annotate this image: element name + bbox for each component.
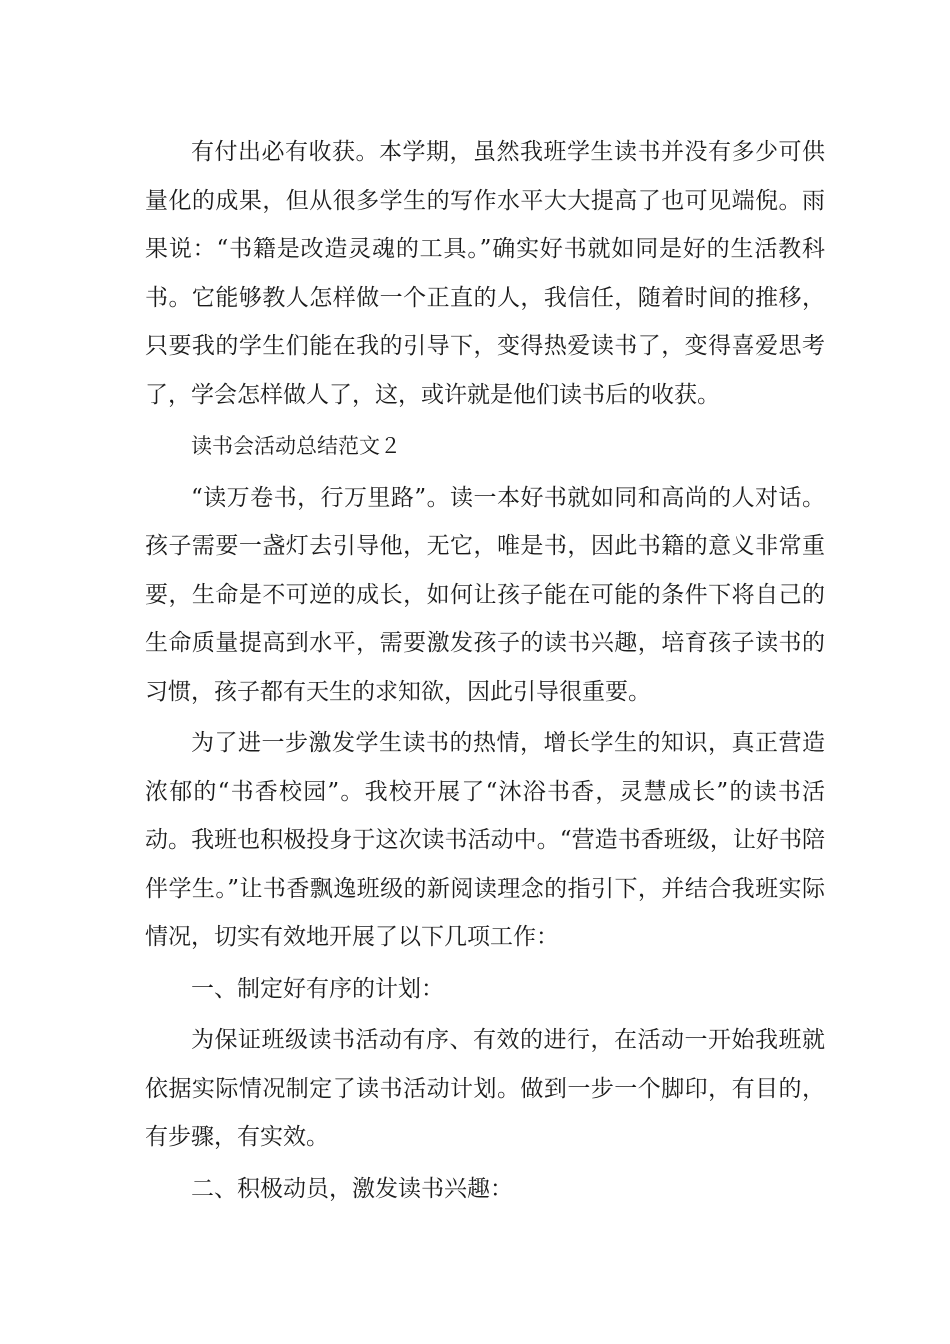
paragraph-harvest: 有付出必有收获。本学期，虽然我班学生读书并没有多少可供量化的成果，但从很多学生的写作水平大大提高了也可见端倪。雨果说：“书籍是改造灵魂的工具。”确实好书就如同是好的生活教科书。它能够教人怎样做一个正直的人，我信任，随着时间的推移，只要我的学生们能在我的引导下，变得热爱读书了，变得喜爱思考了，学会怎样做人了，这，或许就是他们读书后的收获。 xyxy=(145,139,825,408)
document-body xyxy=(145,128,825,1213)
paragraph-book-campus: 为了进一步激发学生读书的热情，增长学生的知识，真正营造浓郁的“书香校园”。我校开展了“沐浴书香，灵慧成长”的读书活动。我班也积极投身于这次读书活动中。“营造书香班级，让好书陪伴学生。”让书香飘逸班级的新阅读理念的指引下，并结合我班实际情况，切实有效地开展了以下几项工作： xyxy=(145,730,825,950)
subheading-plan: 一、制定好有序的计划： xyxy=(191,975,444,1002)
paragraph-plan: 为保证班级读书活动有序、有效的进行，在活动一开始我班就依据实际情况制定了读书活动计划。做到一步一个脚印，有目的，有步骤，有实效。 xyxy=(145,1027,825,1150)
paragraph-read-books: “读万卷书，行万里路”。读一本好书就如同和高尚的人对话。孩子需要一盏灯去引导他，无它，唯是书，因此书籍的意义非常重要，生命是不可逆的成长，如何让孩子能在可能的条件下将自己的生命质量提高到水平，需要激发孩子的读书兴趣，培育孩子读书的习惯，孩子都有天生的求知欲，因此引导很重要。 xyxy=(145,484,825,705)
section-title: 读书会活动总结范文２ xyxy=(191,434,401,458)
subheading-motivate: 二、积极动员，激发读书兴趣： xyxy=(191,1175,513,1202)
